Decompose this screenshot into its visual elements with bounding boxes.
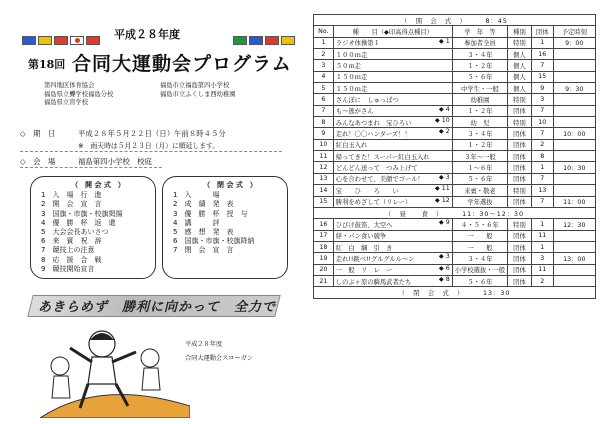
high-score-marker: ◆ 2: [438, 128, 450, 136]
event-name: 心を合わせて、美顔でゴール！ ◆ 3: [333, 173, 452, 184]
grade: 幼 児: [452, 117, 507, 128]
scheduled-time: [553, 275, 595, 286]
scheduled-time: 10：30: [553, 162, 595, 173]
flag-icon: [86, 36, 100, 45]
high-score-marker: ◆ 9: [438, 219, 450, 227]
event-number: 4: [314, 71, 334, 82]
opening-item: 7 競技上の注意: [41, 246, 95, 255]
table-row: [314, 241, 596, 252]
event-number: 1: [314, 37, 334, 48]
category: 団体: [508, 162, 532, 173]
event-name: 走れ!!跳べ!!グルグルル〜ン ◆ 3: [333, 253, 452, 264]
grade: １・２年: [452, 60, 507, 71]
table-row: [314, 275, 596, 286]
table-row: [314, 128, 596, 139]
scheduled-time: 10：00: [553, 128, 595, 139]
event-name: しのぶヶ原の騎馬武者たち ◆ 8: [333, 275, 452, 286]
category: 団体: [508, 151, 532, 162]
scheduled-time: [553, 49, 595, 60]
opening-ceremony-box: （ 開 会 式 ） 1 入 場 行 進 2 開 会 宣 言 3 国旗・市旗・校旗掲揚 4 優 勝 杯 返 還 5 大会会長あいさつ 6 来 賓 祝 辞 7 競技上の注意 8 応 援 合 戦 9 競技開始宣言: [30, 176, 156, 279]
lunch-break-row: （ 昼 食 ） 11：30〜12：30: [314, 207, 596, 218]
high-score-marker: ◆ 11: [434, 185, 450, 193]
team-count: 7: [531, 173, 553, 184]
event-name: も〜逃がさん ◆ 4: [333, 105, 452, 116]
grade: １・２年: [452, 105, 507, 116]
high-score-marker: ◆ 10: [434, 117, 450, 125]
column-header: No.: [314, 26, 334, 37]
category: 特別: [508, 117, 532, 128]
scheduled-time: [553, 71, 595, 82]
category: 団体: [508, 241, 532, 252]
opening-item: 2 開 会 宣 言: [41, 200, 102, 209]
grade: 来賓・敬老: [452, 185, 507, 196]
team-count: 1: [531, 241, 553, 252]
opening-item: 1 入 場 行 進: [41, 191, 102, 200]
event-name: １５０ｍ走: [333, 71, 452, 82]
grade: 小学校選抜・一般: [452, 264, 507, 275]
table-row: [314, 253, 596, 264]
event-number: 14: [314, 185, 334, 196]
grade: ４・５・６年: [452, 219, 507, 230]
team-count: 11: [531, 264, 553, 275]
event-name: ラジオ体操第１ ◆ 1: [333, 37, 452, 48]
team-count: 1: [531, 37, 553, 48]
event-number: 12: [314, 162, 334, 173]
opening-item: 5 大会会長あいさつ: [41, 228, 109, 237]
category: 団体: [508, 173, 532, 184]
scheduled-time: [553, 105, 595, 116]
table-row: [314, 151, 596, 162]
grade: 中学生・一般: [452, 83, 507, 94]
category: 団体: [508, 230, 532, 241]
flag-icon: [70, 36, 84, 45]
event-number: 6: [314, 94, 334, 105]
opening-item: 9 競技開始宣言: [41, 264, 95, 273]
grade: ３年〜一般: [452, 151, 507, 162]
event-name: さんぽに しゅっぱつ: [333, 94, 452, 105]
team-count: 15: [531, 71, 553, 82]
schedule-table: [313, 14, 596, 299]
event-name: 勝利をめざして（リレー） ◆ 12: [333, 196, 452, 207]
category: 個人: [508, 60, 532, 71]
table-row: [314, 117, 596, 128]
team-count: 7: [531, 128, 553, 139]
event-name: 紅 白 綱 引 き: [333, 241, 452, 252]
scheduled-time: 11：00: [553, 196, 595, 207]
event-name: １５０ｍ走: [333, 83, 452, 94]
grade: 幼稚園: [452, 94, 507, 105]
team-count: 10: [531, 117, 553, 128]
divider: [20, 167, 162, 168]
event-number: 10: [314, 139, 334, 150]
high-score-marker: ◆ 3: [438, 173, 450, 181]
event-number: 17: [314, 230, 334, 241]
category: 団体: [508, 264, 532, 275]
team-count: 3: [531, 253, 553, 264]
grade: ３・４年: [452, 253, 507, 264]
slogan-caption: 平成２８年度 合同大運動会スローガン: [185, 341, 253, 362]
event-number: 5: [314, 83, 334, 94]
event-number: 7: [314, 105, 334, 116]
closing-ceremony-row: （ 閉 会 式 ） 13：30: [314, 287, 596, 298]
high-score-marker: ◆ 8: [438, 275, 450, 283]
scheduled-time: [553, 94, 595, 105]
event-name: 絆・パン食い競争: [333, 230, 452, 241]
event-number: 2: [314, 49, 334, 60]
grade: ５・６年: [452, 275, 507, 286]
event-number: 9: [314, 128, 334, 139]
table-row: [314, 196, 596, 207]
program-schedule: [313, 14, 596, 299]
event-date: ◇ 期 日 平成２８年５月２２日（日）午前８時４５分: [20, 129, 226, 138]
column-header: 学 年 等: [452, 26, 507, 37]
scheduled-time: [553, 60, 595, 71]
scheduled-time: [553, 173, 595, 184]
table-row: [314, 83, 596, 94]
table-header-row: [314, 26, 596, 37]
opening-ceremony-row: （ 開 会 式 ） 8：45: [314, 15, 596, 26]
flag-icon: [22, 36, 36, 45]
grade: １・２年: [452, 139, 507, 150]
program-year: 平成２８年度: [114, 28, 180, 41]
team-count: 7: [531, 196, 553, 207]
table-row: [314, 185, 596, 196]
closing-item: 3 優 勝 杯 授 与: [173, 209, 248, 218]
category: 特別: [508, 185, 532, 196]
opening-item: 4 優 勝 杯 返 還: [41, 218, 116, 227]
category: 個人: [508, 71, 532, 82]
flag-icon: [54, 36, 68, 45]
category: 団体: [508, 275, 532, 286]
event-name: 宝 ひ ろ い ◆ 11: [333, 185, 452, 196]
category: 団体: [508, 253, 532, 264]
team-count: 11: [531, 230, 553, 241]
event-number: 3: [314, 60, 334, 71]
event-number: 18: [314, 241, 334, 252]
opening-item: 6 来 賓 祝 辞: [41, 237, 102, 246]
scheduled-time: [553, 241, 595, 252]
table-row: [314, 60, 596, 71]
scheduled-time: 9：00: [553, 37, 595, 48]
column-header: 種 目（◆印高得点種目）: [333, 26, 452, 37]
grade: 学年選抜: [452, 196, 507, 207]
event-number: 21: [314, 275, 334, 286]
event-venue: ◇ 会 場 福島第四小学校 校庭: [20, 157, 152, 166]
category: 団体: [508, 196, 532, 207]
event-name: ひびけ鼓笛、大空へ ◆ 9: [333, 219, 452, 230]
team-count: 1: [531, 162, 553, 173]
team-count: 7: [531, 105, 553, 116]
closing-item: 7 閉 会 宣 言: [173, 246, 234, 255]
team-count: 3: [531, 94, 553, 105]
team-count: 7: [531, 60, 553, 71]
team-count: 1: [531, 219, 553, 230]
closing-item: 1 入 場: [173, 191, 220, 200]
flag-icon: [249, 36, 263, 45]
table-row: [314, 105, 596, 116]
opening-item: 8 応 援 合 戦: [41, 255, 102, 264]
rain-note: ※ 雨天時は５月２３日（月）に順延します。: [78, 142, 220, 150]
runners-illustration: [40, 318, 190, 418]
grade: １〜６年: [452, 162, 507, 173]
closing-item: 2 成 績 発 表: [173, 200, 234, 209]
grade: ５・６年: [452, 71, 507, 82]
high-score-marker: ◆ 12: [434, 196, 450, 204]
event-name: 走れ！〇〇ハンターズ！！ ◆ 2: [333, 128, 452, 139]
flag-icon: [281, 36, 295, 45]
table-row: [314, 37, 596, 48]
team-count: 2: [531, 139, 553, 150]
event-number: 11: [314, 151, 334, 162]
table-row: [314, 139, 596, 150]
event-number: 19: [314, 253, 334, 264]
divider: [20, 151, 282, 152]
column-header: 団体: [531, 26, 553, 37]
high-score-marker: ◆ 6: [438, 264, 450, 272]
flag-banner-left: [22, 36, 100, 45]
category: 特別: [508, 94, 532, 105]
event-number: 8: [314, 117, 334, 128]
category: 団体: [508, 139, 532, 150]
closing-item: 5 感 想 発 表: [173, 228, 234, 237]
column-header: 種別: [508, 26, 532, 37]
table-row: [314, 49, 596, 60]
category: 個人: [508, 49, 532, 60]
flag-icon: [233, 36, 247, 45]
team-count: 9: [531, 83, 553, 94]
category: 特別: [508, 219, 532, 230]
category: 個人: [508, 83, 532, 94]
team-count: 13: [531, 185, 553, 196]
event-number: 16: [314, 219, 334, 230]
table-row: [314, 173, 596, 184]
closing-item: 6 国旗・市旗・校旗降納: [173, 237, 255, 246]
event-name: ５０ｍ走: [333, 60, 452, 71]
organizers-left: 第四地区体育協会 福島県立聾学校福島分校 福島県立盲学校: [44, 82, 114, 107]
high-score-marker: ◆ 1: [438, 37, 450, 45]
scheduled-time: [553, 117, 595, 128]
scheduled-time: [553, 139, 595, 150]
scheduled-time: [553, 264, 595, 275]
event-number: 20: [314, 264, 334, 275]
flag-icon: [265, 36, 279, 45]
table-row: [314, 94, 596, 105]
grade: ５・６年: [452, 173, 507, 184]
high-score-marker: ◆ 3: [438, 253, 450, 261]
table-row: [314, 71, 596, 82]
scheduled-time: [553, 185, 595, 196]
flag-icon: [38, 36, 52, 45]
event-name: 帰ってきた！スーパー紅白玉入れ: [333, 151, 452, 162]
column-header: 予定時刻: [553, 26, 595, 37]
organizers-right: 福島市立福島第四小学校 福島市立ふくしま西幼稚園: [160, 82, 236, 98]
team-count: 2: [531, 275, 553, 286]
event-name: 一 般 リ レ ー ◆ 6: [333, 264, 452, 275]
event-number: 15: [314, 196, 334, 207]
table-row: [314, 264, 596, 275]
event-number: 13: [314, 173, 334, 184]
grade: 参加者全員: [452, 37, 507, 48]
team-count: 8: [531, 151, 553, 162]
category: 特別: [508, 37, 532, 48]
table-row: [314, 230, 596, 241]
category: 団体: [508, 105, 532, 116]
closing-item: 4 講 評: [173, 218, 220, 227]
flag-banner-right: [233, 36, 295, 45]
scheduled-time: [553, 151, 595, 162]
event-name: みんなあつまれ 宝ひろい ◆ 10: [333, 117, 452, 128]
scheduled-time: [553, 230, 595, 241]
page-title: 合同大運動会プログラム: [72, 53, 292, 75]
team-count: 16: [531, 49, 553, 60]
grade: 一 般: [452, 230, 507, 241]
grade: ３・４年: [452, 128, 507, 139]
grade: ３・４年: [452, 49, 507, 60]
grade: 一 般: [452, 241, 507, 252]
category: 団体: [508, 128, 532, 139]
event-name: 紅白玉入れ: [333, 139, 452, 150]
event-name: どんどん送って つみ上げて: [333, 162, 452, 173]
closing-ceremony-box: （ 閉 会 式 ） 1 入 場 2 成 績 発 表 3 優 勝 杯 授 与 4 講 評 5 感 想 発 表 6 国旗・市旗・校旗降納 7 閉 会 宣 言: [162, 176, 288, 279]
slogan-text: あきらめず 勝利に向かって 全力で: [38, 300, 277, 315]
table-row: [314, 162, 596, 173]
opening-item: 3 国旗・市旗・校旗掲揚: [41, 209, 123, 218]
high-score-marker: ◆ 4: [438, 105, 450, 113]
scheduled-time: 12：30: [553, 219, 595, 230]
edition-number: 第18回: [28, 58, 66, 71]
event-name: １００ｍ走: [333, 49, 452, 60]
scheduled-time: 9：30: [553, 83, 595, 94]
scheduled-time: 13：00: [553, 253, 595, 264]
table-row: [314, 219, 596, 230]
